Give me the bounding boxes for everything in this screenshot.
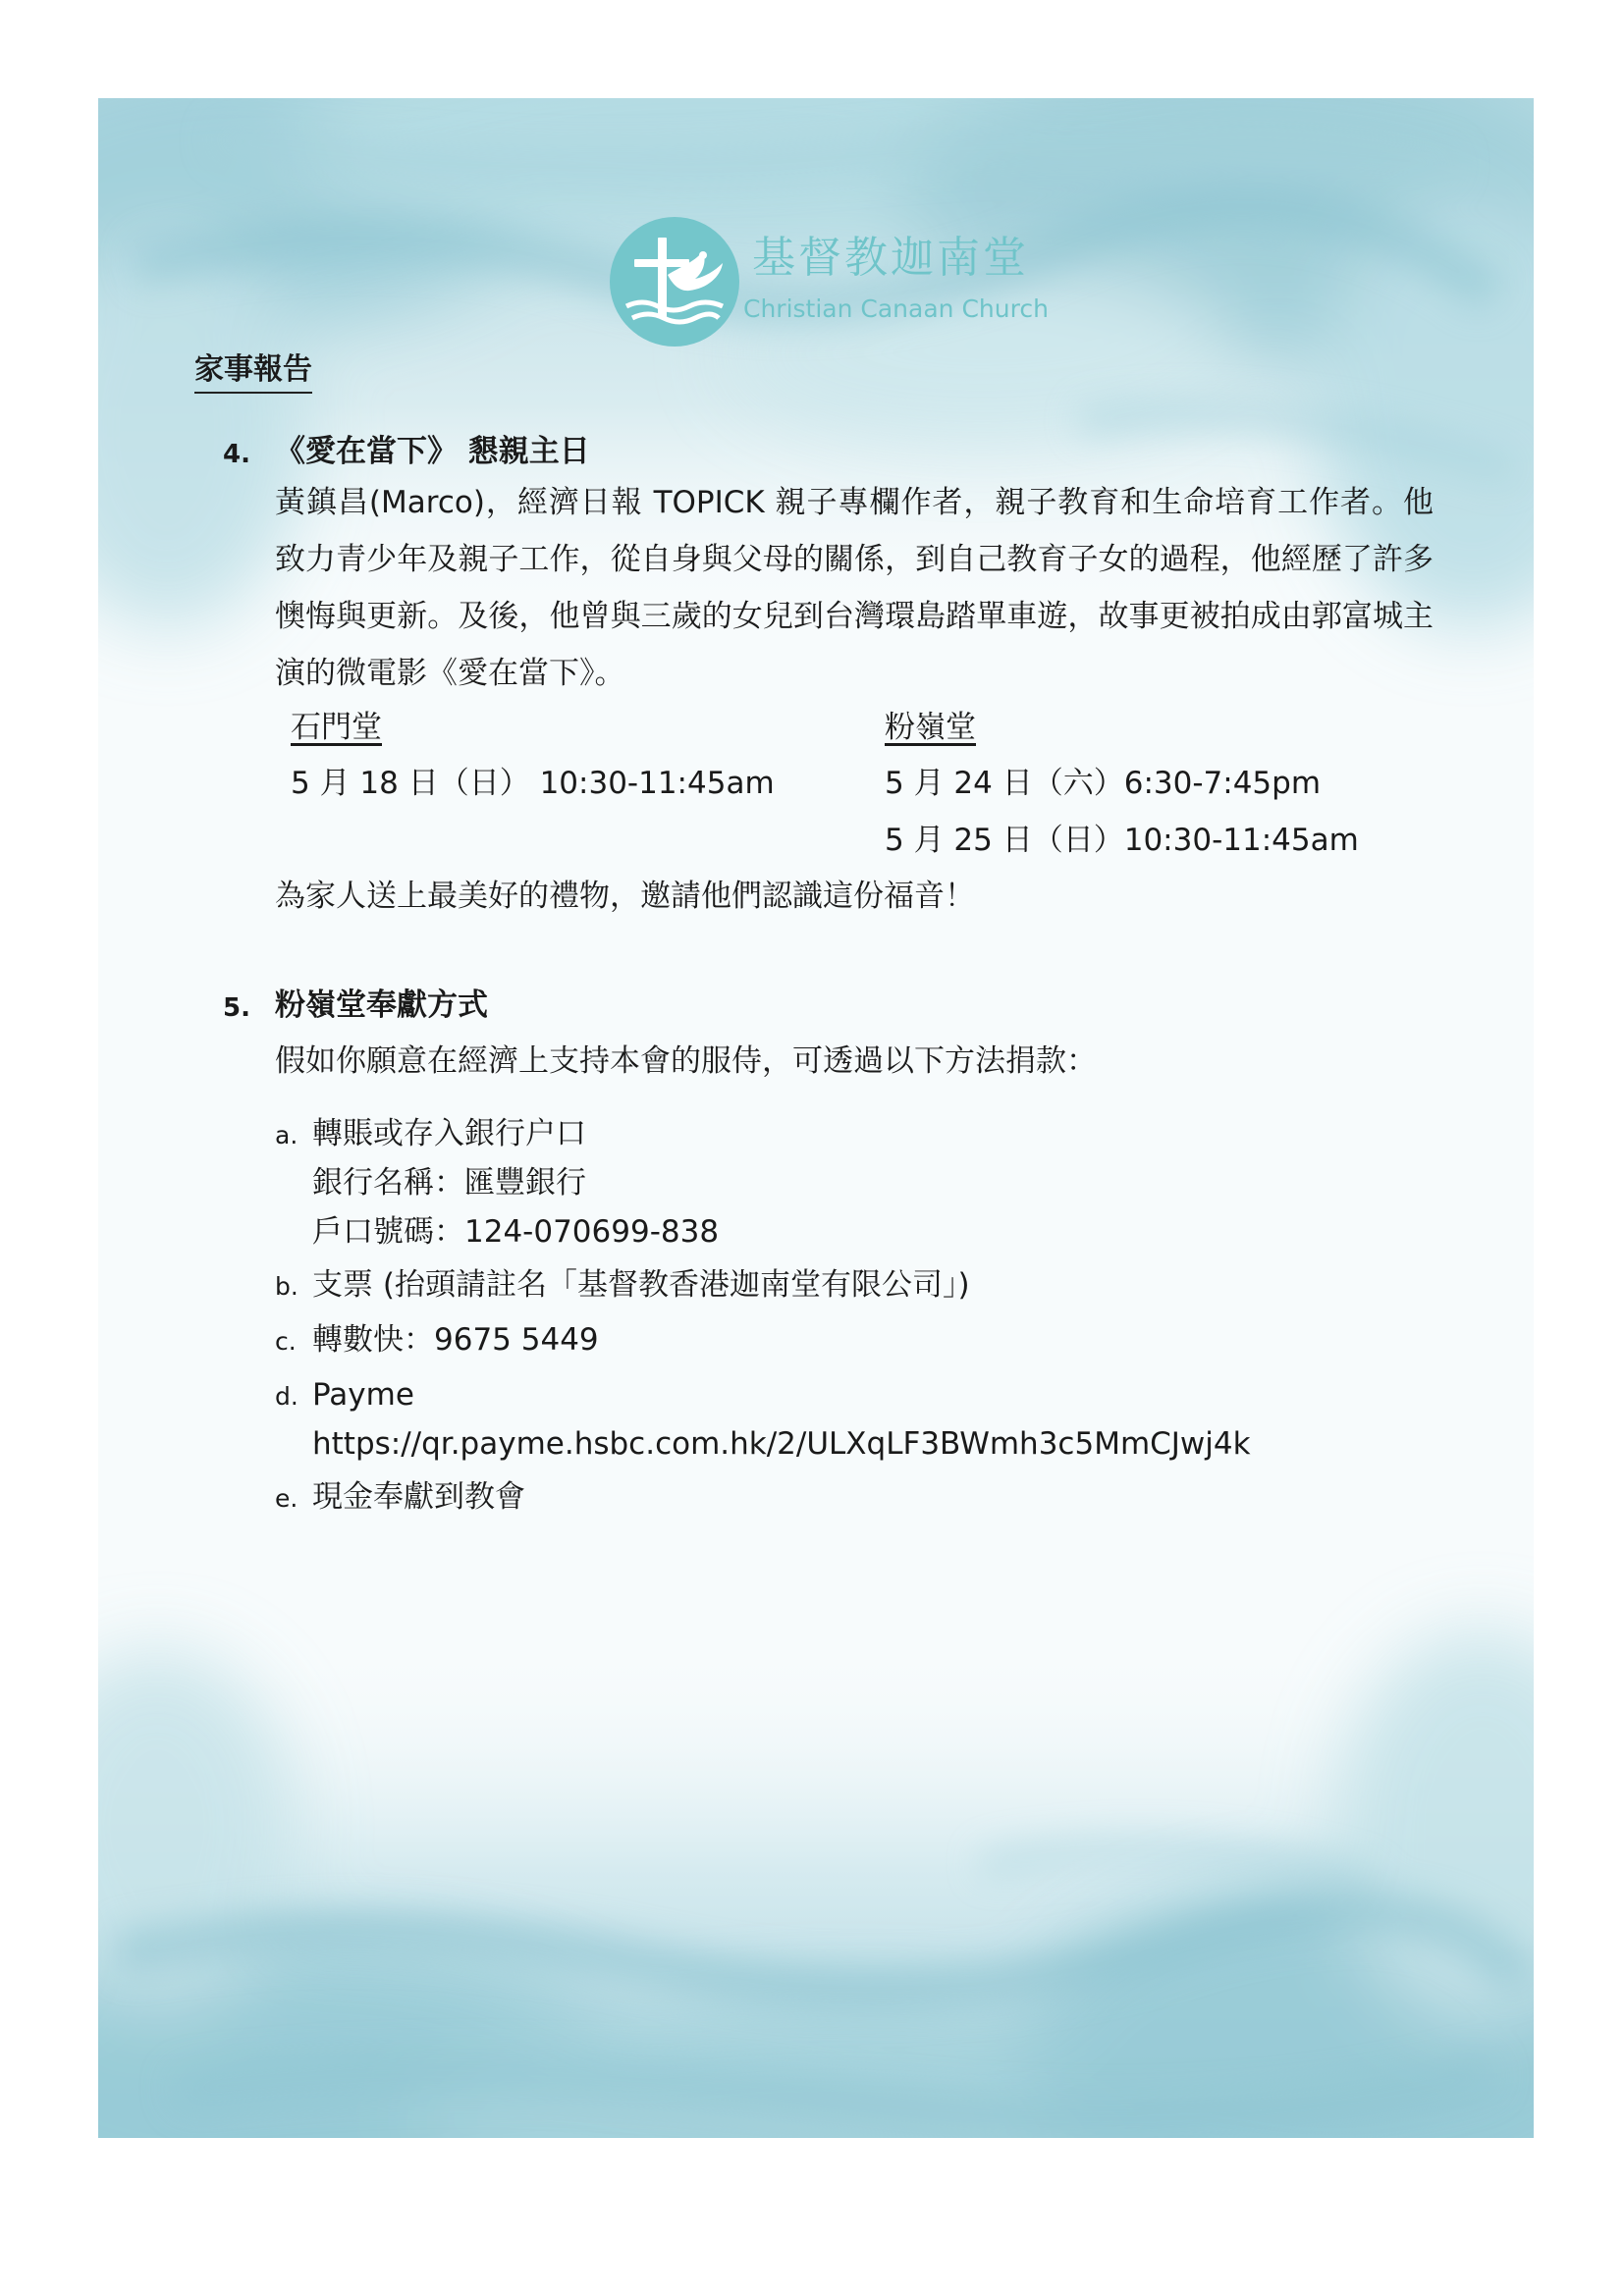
- option-a-label: 轉賬或存入銀行户口: [312, 1116, 586, 1151]
- bulletin-page: [98, 98, 1534, 2138]
- item-5-intro: 假如你願意在經濟上支持本會的服侍，可透過以下方法捐款：: [275, 1043, 1097, 1079]
- venue-fanling-session-1: 5 月 24 日（六）6:30-7:45pm: [885, 766, 1322, 801]
- item-4-closing: 為家人送上最美好的禮物，邀請他們認識這份福音！: [275, 879, 975, 914]
- item-5-number: 5.: [223, 993, 250, 1023]
- option-a-account-number: 戶口號碼：124-070699-838: [312, 1214, 720, 1250]
- option-c-label: 轉數快：9675 5449: [312, 1322, 599, 1358]
- option-d-label: Payme: [312, 1377, 414, 1413]
- item-4-title: 《愛在當下》 懇親主日: [275, 434, 590, 469]
- option-d-letter: d.: [275, 1382, 298, 1411]
- option-b-label: 支票 (抬頭請註名「基督教香港迦南堂有限公司」): [312, 1267, 970, 1303]
- logo-chinese-name: 基督教迦南堂: [752, 233, 1029, 283]
- option-a-bank-name: 銀行名稱：匯豐銀行: [312, 1165, 586, 1201]
- item-4-number: 4.: [223, 440, 250, 469]
- dove-cross-emblem-icon: [609, 216, 740, 347]
- church-logo: [609, 211, 1049, 358]
- logo-english-name: Christian Canaan Church: [743, 294, 1049, 323]
- option-c-letter: c.: [275, 1327, 297, 1356]
- option-e-label: 現金奉獻到教會: [312, 1479, 525, 1515]
- item-5-title: 粉嶺堂奉獻方式: [275, 988, 488, 1023]
- section-title: 家事報告: [194, 351, 312, 394]
- option-a-letter: a.: [275, 1121, 298, 1149]
- item-4-paragraph: 黃鎮昌(Marco)，經濟日報 TOPICK 親子專欄作者，親子教育和生命培育工作者。他致力青少年及親子工作，從自身與父母的關係，到自己教育子女的過程，他經歷了許多懊悔與更新。及後，他曾與三歲的女兒到台灣環島踏單車遊，故事更被拍成由郭富城主演的微電影《愛在當下》。: [275, 485, 1434, 691]
- option-e-letter: e.: [275, 1484, 298, 1513]
- venue-shekmun-session: 5 月 18 日（日） 10:30-11:45am: [291, 766, 775, 801]
- venue-fanling-session-2: 5 月 25 日（日）10:30-11:45am: [885, 823, 1359, 858]
- option-d-payme-link[interactable]: https://qr.payme.hsbc.com.hk/2/ULXqLF3BWmh3c5MmCJwj4k: [312, 1426, 1251, 1462]
- venue-shekmun-name: 石門堂: [291, 710, 382, 745]
- option-b-letter: b.: [275, 1272, 298, 1301]
- venue-fanling-name: 粉嶺堂: [885, 710, 976, 745]
